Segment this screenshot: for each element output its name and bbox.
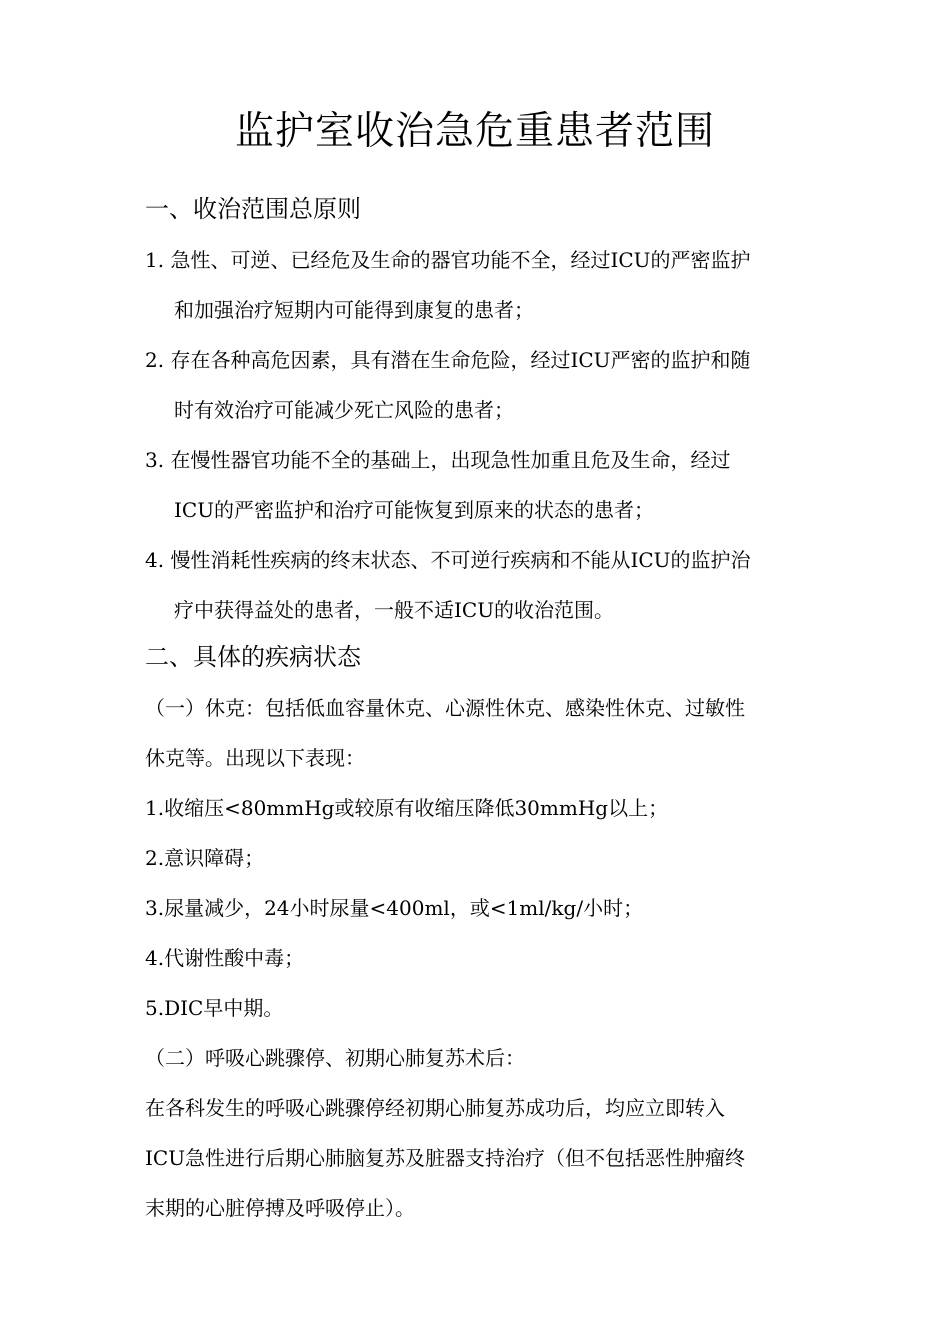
shock-item-2: 2.意识障碍；	[145, 846, 265, 870]
principle-item-3-cont: ICU的严密监护和治疗可能恢复到原来的状态的患者；	[174, 498, 655, 522]
shock-item-4: 4.代谢性酸中毒；	[145, 946, 305, 970]
shock-item-1: 1.收缩压<80mmHg或较原有收缩压降低30mmHg以上；	[145, 796, 669, 820]
principle-item-4: 4. 慢性消耗性疾病的终末状态、不可逆行疾病和不能从ICU的监护治	[145, 548, 751, 572]
shock-item-3: 3.尿量减少，24小时尿量<400ml，或<1ml/kg/小时；	[145, 896, 644, 920]
shock-paragraph: （一）休克：包括低血容量休克、心源性休克、感染性休克、过敏性	[145, 696, 745, 720]
shock-paragraph-cont: 休克等。出现以下表现：	[145, 746, 365, 770]
principle-item-2: 2. 存在各种高危因素，具有潜在生命危险，经过ICU严密的监护和随	[145, 348, 751, 372]
principle-item-4-cont: 疗中获得益处的患者，一般不适ICU的收治范围。	[174, 598, 615, 622]
section-heading-principles: 一、收治范围总原则	[145, 195, 361, 223]
arrest-subheading: （二）呼吸心跳骤停、初期心肺复苏术后：	[145, 1046, 525, 1070]
arrest-paragraph: 在各科发生的呼吸心跳骤停经初期心肺复苏成功后，均应立即转入	[145, 1096, 725, 1120]
page-title: 监护室收治急危重患者范围	[234, 109, 715, 154]
arrest-paragraph-cont: ICU急性进行后期心肺脑复苏及脏器支持治疗（但不包括恶性肿瘤终	[145, 1146, 746, 1170]
arrest-paragraph-end: 末期的心脏停搏及呼吸停止）。	[145, 1196, 415, 1220]
shock-item-5: 5.DIC早中期。	[145, 996, 284, 1020]
principle-item-3: 3. 在慢性器官功能不全的基础上，出现急性加重且危及生命，经过	[145, 448, 731, 472]
principle-item-1-cont: 和加强治疗短期内可能得到康复的患者；	[174, 298, 534, 322]
section-heading-conditions: 二、具体的疾病状态	[145, 643, 361, 671]
principle-item-1: 1. 急性、可逆、已经危及生命的器官功能不全，经过ICU的严密监护	[145, 248, 751, 272]
principle-item-2-cont: 时有效治疗可能减少死亡风险的患者；	[174, 398, 514, 422]
